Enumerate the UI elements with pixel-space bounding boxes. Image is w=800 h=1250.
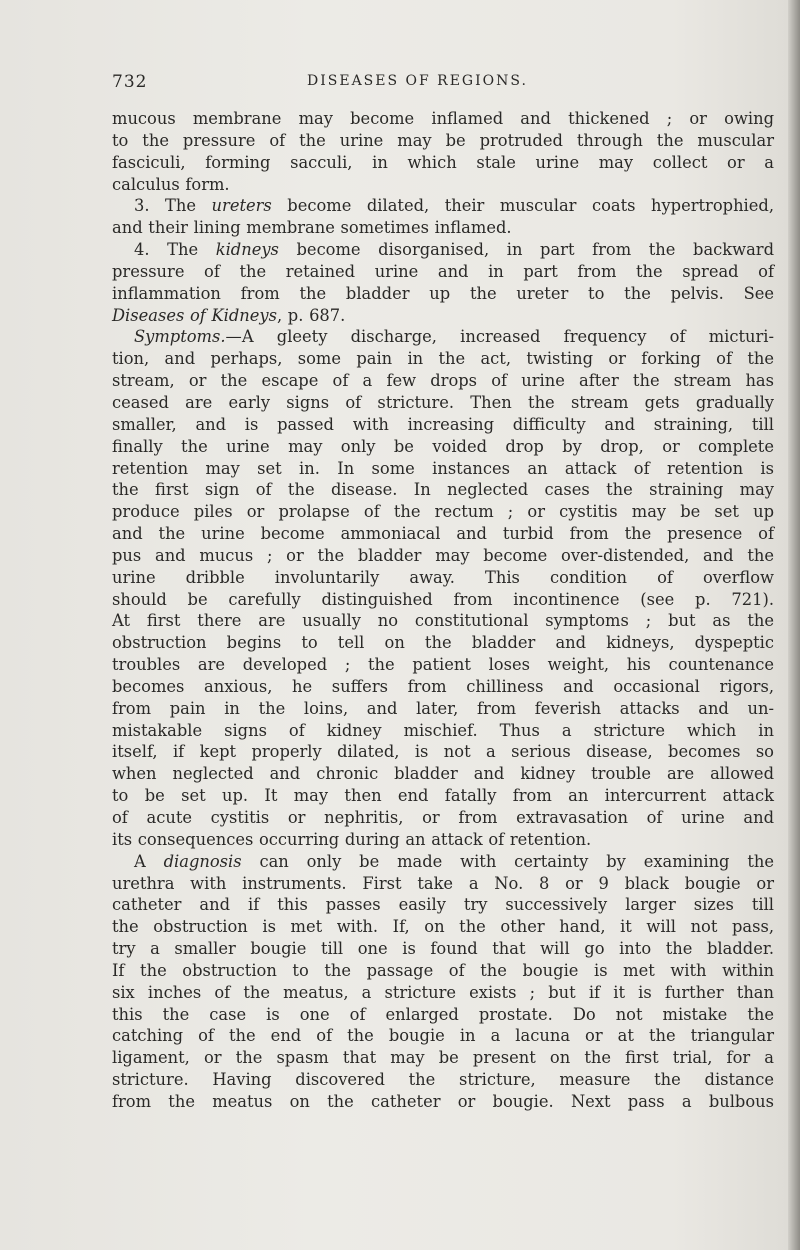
text-line: At first there are usually no constitutional symptoms ; but as the <box>112 611 774 631</box>
text-line: pressure of the retained urine and in part from the spread of <box>112 261 774 281</box>
text-line: pus and mucus ; or the bladder may become over-distended, and the <box>112 545 774 565</box>
text-line: to the pressure of the urine may be protruded through the muscular <box>112 130 774 150</box>
text-line <box>112 851 774 873</box>
text-line: retention may set in. In some instances an attack of retention is <box>112 458 774 478</box>
paragraph-diagnosis <box>112 851 774 1113</box>
body-text <box>112 108 774 1113</box>
page-header <box>112 72 772 96</box>
term-kidneys: kidneys <box>215 240 279 260</box>
text-line: itself, if kept properly dilated, is not a serious disease, becomes so <box>112 742 774 762</box>
text-line: its consequences occurring during an attack of retention. <box>112 829 592 849</box>
text-line <box>112 326 774 348</box>
text-line: calculus form. <box>112 174 230 194</box>
item-label: A <box>134 851 164 871</box>
text-line: from the meatus on the catheter or bougie. Next pass a bulbous <box>112 1091 774 1111</box>
text-line: the obstruction is met with. If, on the other hand, it will not pass, <box>112 917 774 937</box>
text-line: stream, or the escape of a few drops of urine after the stream has <box>112 371 774 391</box>
text-line: stricture. Having discovered the stricture, measure the distance <box>112 1070 774 1090</box>
text-line <box>112 239 774 261</box>
text-line: urine dribble involuntarily away. This condition of overflow <box>112 567 774 587</box>
text-line: ceased are early signs of stricture. Then the stream gets gradually <box>112 392 774 412</box>
paragraph-symptoms <box>112 326 774 850</box>
text-line: six inches of the meatus, a stricture exists ; but if it is further than <box>112 982 774 1002</box>
text-line: when neglected and chronic bladder and kidney trouble are allowed <box>112 764 774 784</box>
text-line: this the case is one of enlarged prostate. Do not mistake the <box>112 1004 774 1024</box>
text-line: of acute cystitis or nephritis, or from extravasation of urine and <box>112 808 774 827</box>
term-symptoms: Symptoms. <box>134 327 226 347</box>
item-label: 4. The <box>134 240 216 260</box>
cross-reference-title: Diseases of Kidneys <box>112 305 277 325</box>
text-line: to be set up. It may then end fatally from an intercurrent attack <box>112 786 774 806</box>
page-number: 732 <box>112 72 148 92</box>
text-line: the first sign of the disease. In neglected cases the straining may <box>112 480 774 500</box>
line-text: become disorganised, in part from the backward <box>278 240 774 260</box>
text-line: urethra with instruments. First take a No. 8 or 9 black bougie or <box>112 873 774 893</box>
text-line: catching of the end of the bougie in a lacuna or at the triangular <box>112 1026 774 1046</box>
running-title: DISEASES OF REGIONS. <box>307 73 528 89</box>
line-text: —A gleety discharge, increased frequency of micturi- <box>225 327 774 347</box>
line-text: become dilated, their muscular coats hypertrophied, <box>271 196 774 216</box>
paragraph-ureters <box>112 195 774 239</box>
text-line: tion, and perhaps, some pain in the act, twisting or forking of the <box>112 349 774 369</box>
text-line: try a smaller bougie till one is found that will go into the bladder. <box>112 939 774 959</box>
cross-reference-page: , p. 687. <box>276 305 346 325</box>
term-diagnosis: diagnosis <box>163 851 242 871</box>
text-line <box>112 195 774 217</box>
text-line: inflammation from the bladder up the ureter to the pelvis. See <box>112 283 774 303</box>
text-line: and the urine become ammoniacal and turbid from the presence of <box>112 524 774 544</box>
text-line: obstruction begins to tell on the bladder and kidneys, dyspeptic <box>112 633 774 653</box>
text-line: mistakable signs of kidney mischief. Thus a stricture which in <box>112 720 774 740</box>
paragraph-continuation <box>112 108 774 195</box>
term-ureters: ureters <box>211 196 272 216</box>
text-line: troubles are developed ; the patient loses weight, his countenance <box>112 655 774 675</box>
text-line: from pain in the loins, and later, from feverish attacks and un- <box>112 698 774 718</box>
item-label: 3. The <box>134 196 212 216</box>
text-line: mucous membrane may become inflamed and thickened ; or owing <box>112 109 774 128</box>
text-line: catheter and if this passes easily try successively larger sizes till <box>112 895 774 915</box>
text-line: ligament, or the spasm that may be present on the first trial, for a <box>112 1048 774 1068</box>
text-line: finally the urine may only be voided drop by drop, or complete <box>112 436 774 456</box>
line-text: can only be made with certainty by examining the <box>241 851 774 871</box>
text-line: smaller, and is passed with increasing difficulty and straining, till <box>112 414 774 434</box>
text-line: produce piles or prolapse of the rectum ; or cystitis may be set up <box>112 502 774 522</box>
text-line: fasciculi, forming sacculi, in which stale urine may collect or a <box>112 152 774 172</box>
paragraph-kidneys <box>112 239 774 326</box>
text-line: becomes anxious, he suffers from chilliness and occasional rigors, <box>112 676 774 696</box>
text-line: If the obstruction to the passage of the bougie is met with within <box>112 960 774 980</box>
text-line <box>112 305 774 327</box>
text-line: and their lining membrane sometimes inflamed. <box>112 218 512 238</box>
page-edge-shadow <box>788 0 800 1250</box>
text-line: should be carefully distinguished from incontinence (see p. 721). <box>112 589 774 609</box>
